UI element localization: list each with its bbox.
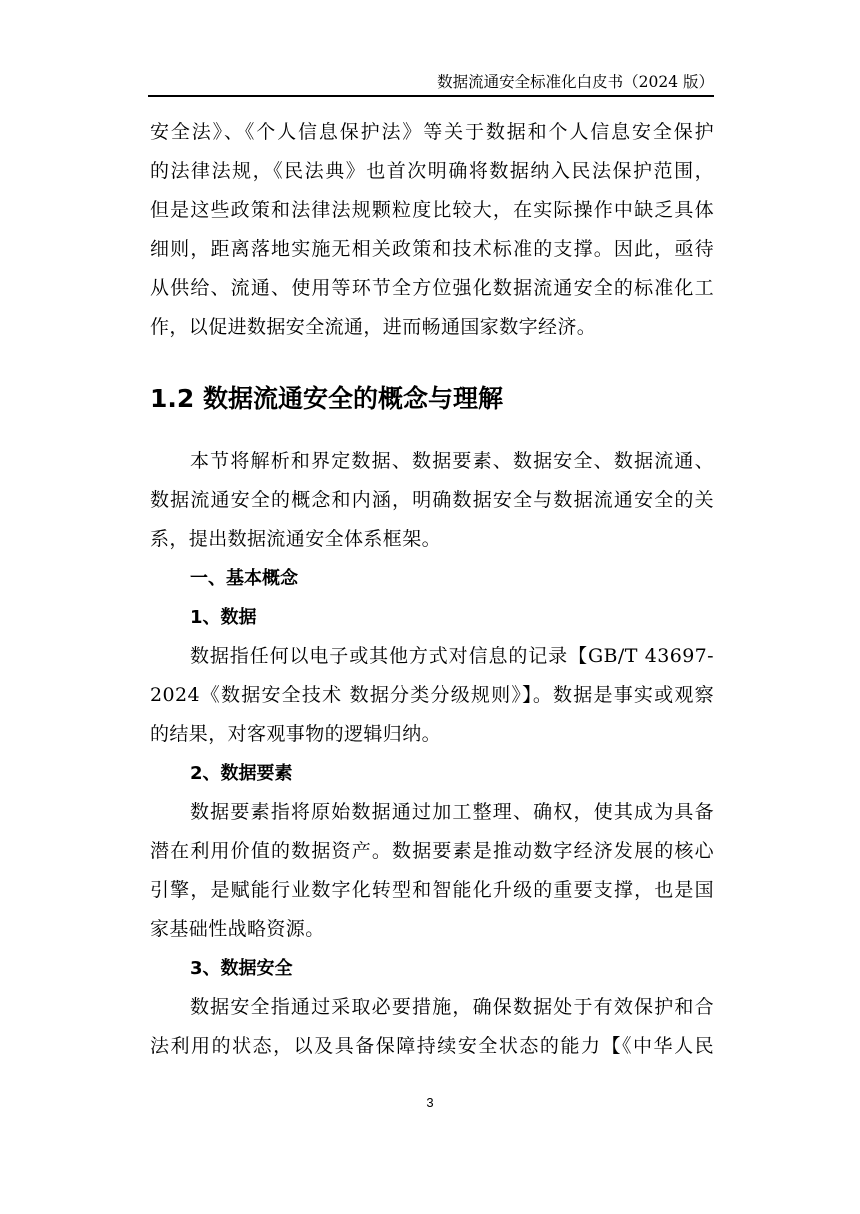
text-line: 引擎，是赋能行业数字化转型和智能化升级的重要支撑，也是国 (150, 879, 714, 901)
header-rule (148, 95, 714, 97)
item-paragraph-data-elements (150, 793, 714, 949)
text-line: 本节将解析和界定数据、数据要素、数据安全、数据流通、 (190, 450, 714, 472)
text-line: 细则，距离落地实施无相关政策和技术标准的支撑。因此，亟待 (150, 238, 714, 260)
text-line: 系，提出数据流通安全体系框架。 (150, 528, 442, 550)
text-line: 数据流通安全的概念和内涵，明确数据安全与数据流通安全的关 (150, 489, 714, 511)
text-line: 数据要素指将原始数据通过加工整理、确权，使其成为具备 (190, 801, 714, 823)
text-line: 数据指任何以电子或其他方式对信息的记录【GB/T 43697- (190, 645, 714, 667)
running-header: 数据流通安全标准化白皮书（2024 版） (437, 73, 714, 91)
subheading-basic-concepts: 一、基本概念 (190, 568, 298, 589)
page-number: 3 (426, 1095, 434, 1110)
text-line: 但是这些政策和法律法规颗粒度比较大，在实际操作中缺乏具体 (150, 199, 714, 221)
text-line: 法利用的状态，以及具备保障持续安全状态的能力【《中华人民 (150, 1035, 714, 1057)
text-line: 数据安全指通过采取必要措施，确保数据处于有效保护和合 (190, 996, 714, 1018)
text-line: 从供给、流通、使用等环节全方位强化数据流通安全的标准化工 (150, 277, 714, 299)
text-line: 家基础性战略资源。 (150, 918, 325, 940)
text-line: 潜在利用价值的数据资产。数据要素是推动数字经济发展的核心 (150, 840, 714, 862)
section-heading: 1.2 数据流通安全的概念与理解 (150, 384, 503, 413)
item-paragraph-data (150, 637, 714, 754)
item-heading-data-elements: 2、数据要素 (190, 763, 293, 784)
text-line: 安全法》、《个人信息保护法》等关于数据和个人信息安全保护 (150, 121, 714, 143)
intro-paragraph (150, 113, 714, 347)
text-line: 的法律法规，《民法典》也首次明确将数据纳入民法保护范围， (150, 160, 714, 182)
page-body (150, 110, 714, 1066)
section-intro-paragraph (150, 442, 714, 559)
text-line: 的结果，对客观事物的逻辑归纳。 (150, 723, 442, 745)
item-paragraph-data-security (150, 988, 714, 1066)
item-heading-data: 1、数据 (190, 607, 257, 628)
item-heading-data-security: 3、数据安全 (190, 958, 293, 979)
text-line: 作，以促进数据安全流通，进而畅通国家数字经济。 (150, 316, 597, 338)
text-line: 2024《数据安全技术 数据分类分级规则》】。数据是事实或观察 (150, 684, 714, 706)
